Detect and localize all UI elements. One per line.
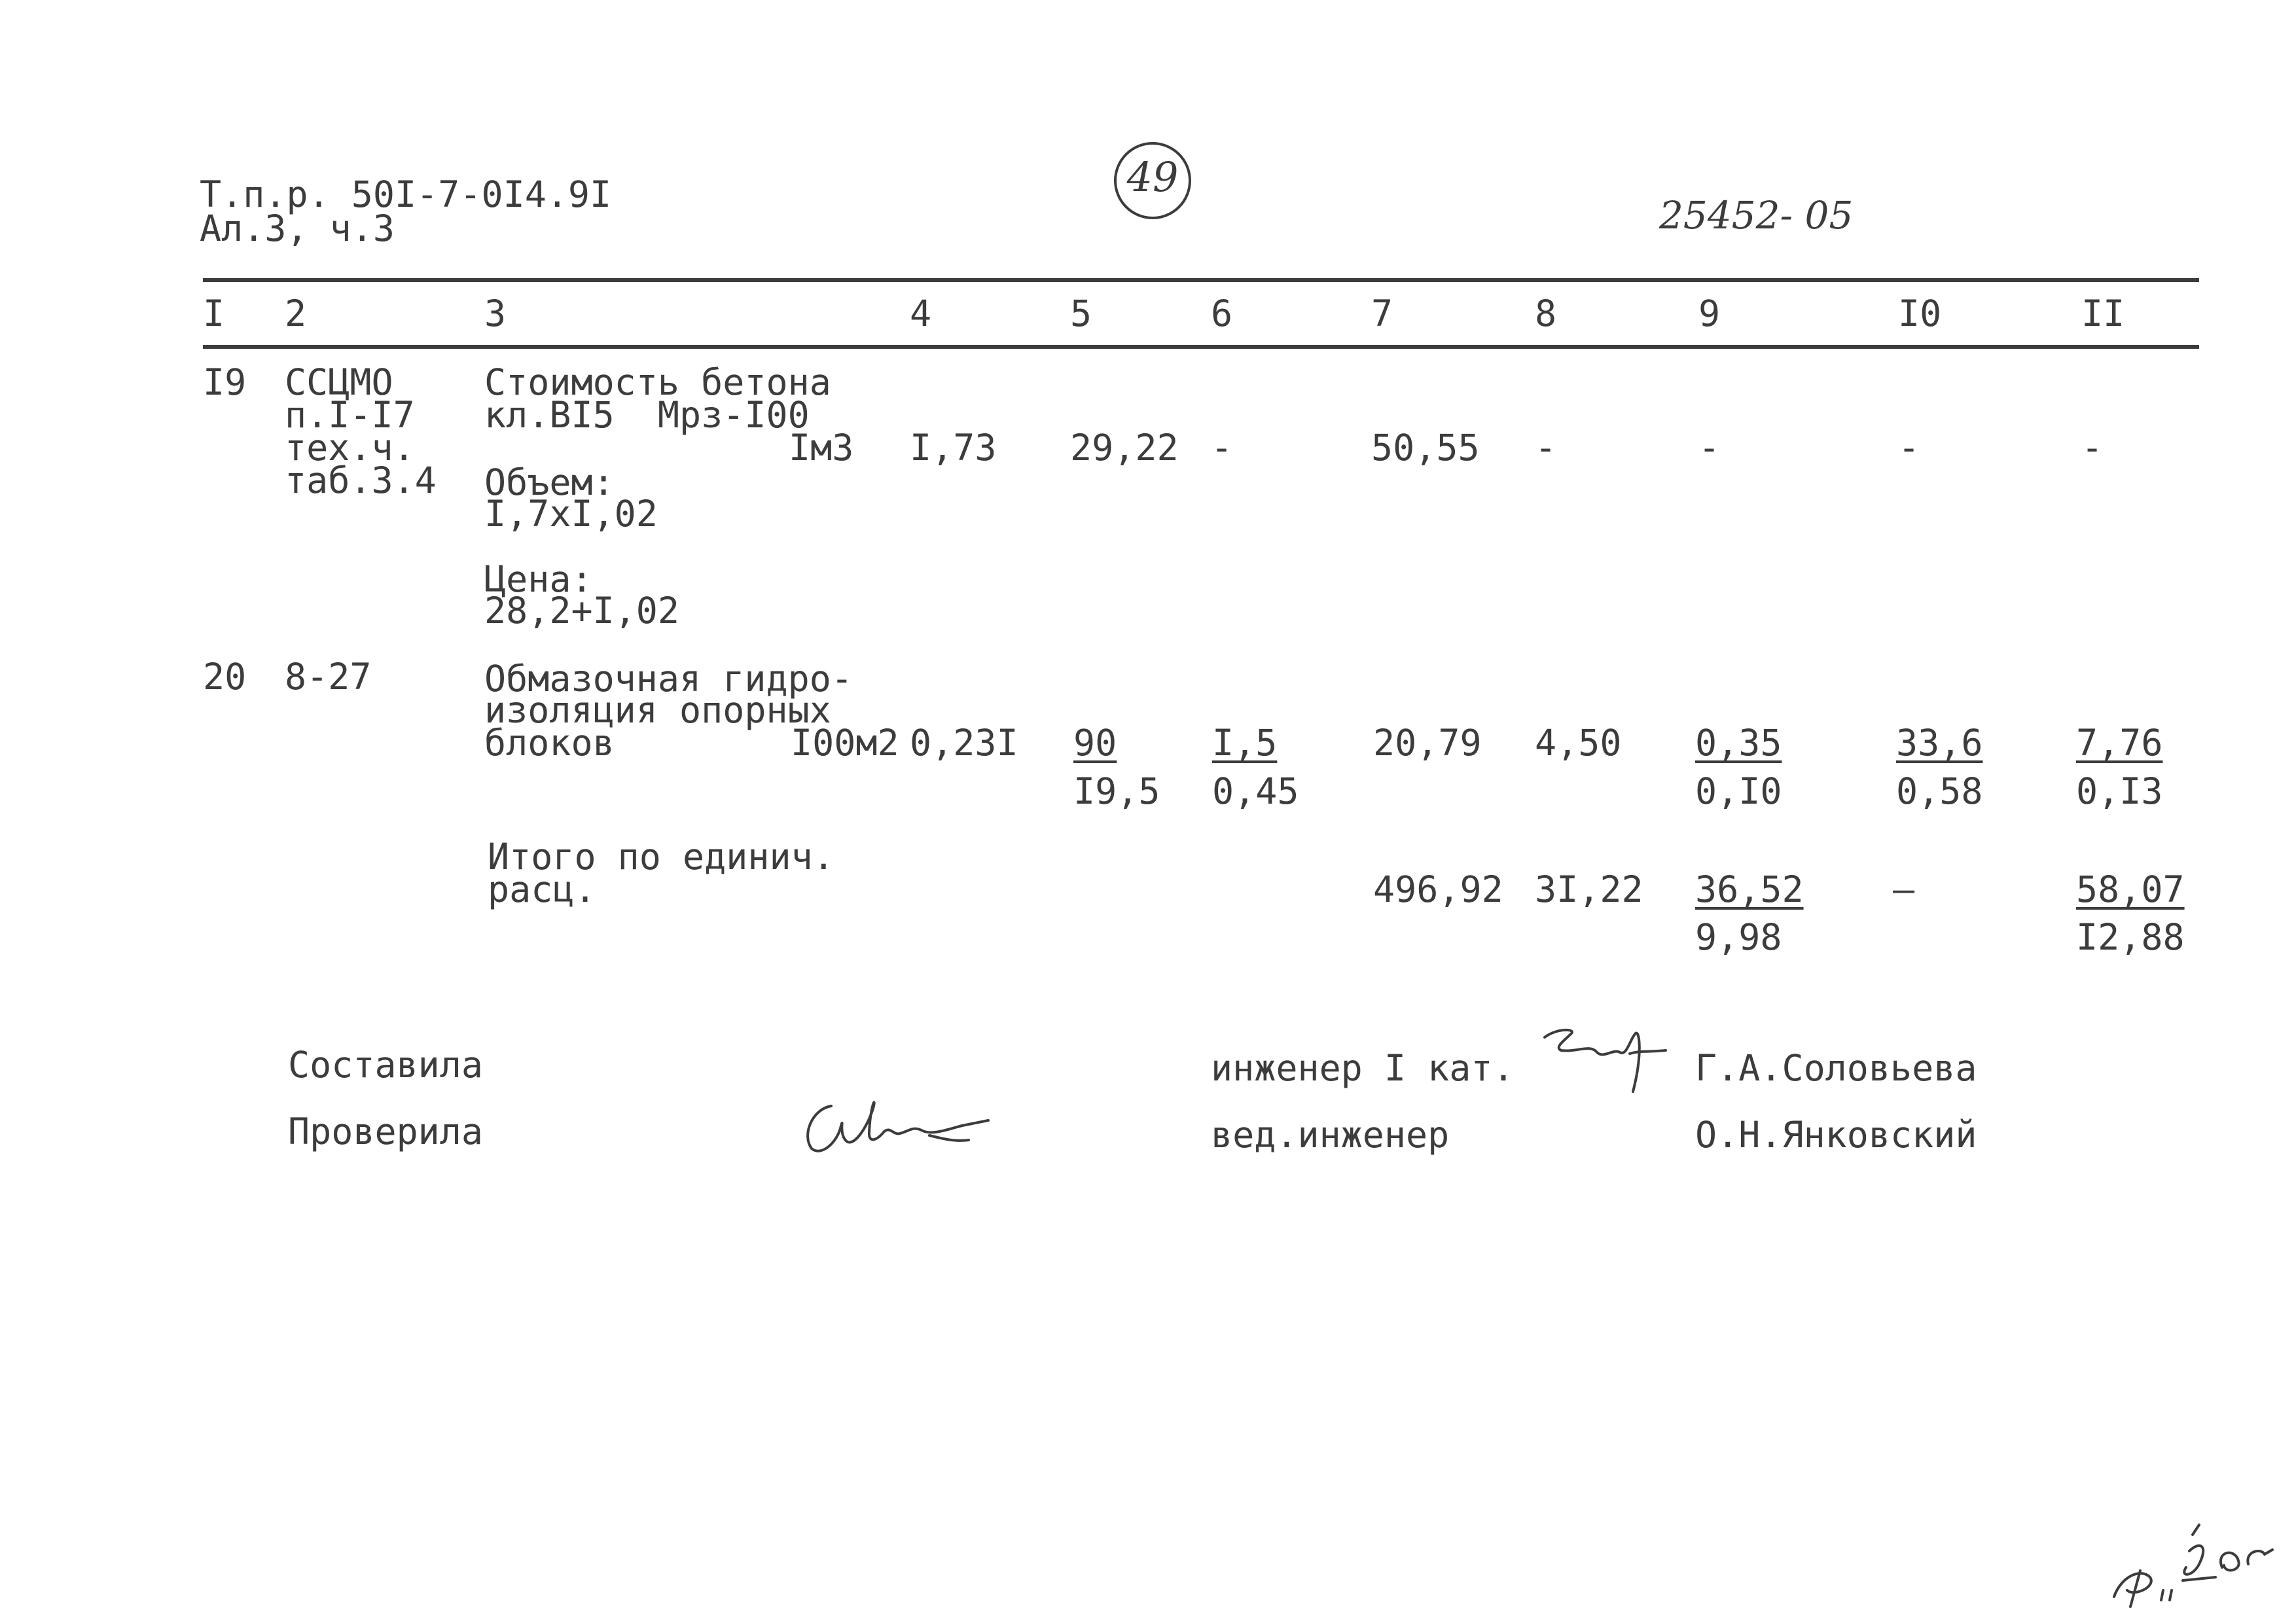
volume-value: I,7xI,02	[484, 493, 658, 535]
compiled-name: Г.А.Соловьева	[1695, 1047, 1977, 1089]
header-bottom-rule	[203, 345, 2199, 349]
cell-col5: 29,22	[1070, 427, 1179, 469]
cell-col7: 50,55	[1371, 427, 1480, 469]
cell-col10-bottom: 0,58	[1896, 770, 1983, 812]
reference: тех.ч.	[285, 427, 415, 469]
column-header: 4	[910, 293, 932, 334]
row-number: 20	[203, 656, 247, 698]
compiled-label: Составила	[288, 1044, 484, 1086]
document-part: Ал.3, ч.3	[200, 207, 395, 249]
quantity: I,73	[910, 427, 997, 469]
reference: ССЦМО	[285, 361, 393, 403]
total-col8: 3I,22	[1535, 868, 1643, 910]
price-label: Цена:	[484, 558, 593, 600]
cell-col11-top: 7,76	[2076, 722, 2163, 764]
checked-role: вед.инженер	[1211, 1114, 1450, 1156]
cell-col9-top: 0,35	[1695, 722, 1782, 764]
compiled-role: инженер I кат.	[1211, 1047, 1515, 1089]
cell-col10-top: 33,6	[1896, 722, 1983, 764]
archive-number: 25452- 05	[1659, 193, 1854, 238]
total-col7: 496,92	[1373, 868, 1503, 910]
cell-col7: 20,79	[1373, 722, 1482, 764]
description: изоляция опорных	[484, 689, 831, 731]
cell-col6: -	[1211, 427, 1233, 469]
row-number: I9	[203, 361, 247, 403]
cell-col6-top: I,5	[1212, 722, 1278, 764]
column-header: 6	[1211, 293, 1233, 334]
total-col9-bottom: 9,98	[1695, 916, 1782, 958]
total-col11-top: 58,07	[2076, 868, 2185, 910]
cell-col9: -	[1698, 427, 1721, 469]
column-header: 5	[1070, 293, 1092, 334]
column-header: I	[203, 293, 225, 334]
cell-col5-bottom: I9,5	[1073, 770, 1160, 812]
signature-lead-engineer	[792, 1080, 1001, 1165]
checked-name: О.Н.Янковский	[1695, 1114, 1977, 1156]
total-label: Итого по единич.	[488, 836, 834, 878]
cell-col6-bottom: 0,45	[1212, 770, 1299, 812]
description: Обмазочная гидро-	[484, 658, 853, 700]
cell-col9-bottom: 0,I0	[1695, 770, 1782, 812]
cell-col8: -	[1535, 427, 1557, 469]
cell-col11-bottom: 0,I3	[2076, 770, 2163, 812]
cell-col10: -	[1898, 427, 1920, 469]
column-header: 7	[1371, 293, 1393, 334]
price-value: 28,2+I,02	[484, 590, 680, 632]
page-number: 49	[1126, 153, 1179, 201]
description: кл.ВI5 Мрз-I00	[484, 394, 810, 436]
column-header: I0	[1898, 293, 1942, 334]
column-header: 9	[1698, 293, 1721, 334]
signature-engineer	[1532, 1014, 1676, 1099]
table-top-rule	[203, 278, 2199, 282]
column-header: II	[2081, 293, 2125, 334]
document-code: Т.п.р. 50I-7-0I4.9I	[200, 173, 612, 215]
quantity: 0,23I	[910, 722, 1018, 764]
total-col11-bottom: I2,88	[2076, 916, 2185, 958]
unit: Iм3	[789, 427, 854, 469]
checked-label: Проверила	[288, 1111, 484, 1152]
reference: п.I-I7	[285, 394, 415, 436]
column-header: 2	[285, 293, 307, 334]
volume-label: Объем:	[484, 461, 615, 503]
total-label: расц.	[488, 868, 596, 910]
total-col10: —	[1893, 868, 1915, 910]
cell-col11: -	[2081, 427, 2104, 469]
unit: I00м2	[791, 722, 899, 764]
reference: 8-27	[285, 656, 372, 698]
total-col9-top: 36,52	[1695, 868, 1804, 910]
cell-col5-top: 90	[1073, 722, 1117, 764]
reference: таб.3.4	[285, 459, 437, 501]
description: блоков	[484, 722, 615, 764]
footer-handwritten-note	[2101, 1505, 2278, 1610]
column-header: 3	[484, 293, 507, 334]
cell-col8: 4,50	[1535, 722, 1622, 764]
description: Стоимость бетона	[484, 361, 831, 403]
column-header: 8	[1535, 293, 1557, 334]
